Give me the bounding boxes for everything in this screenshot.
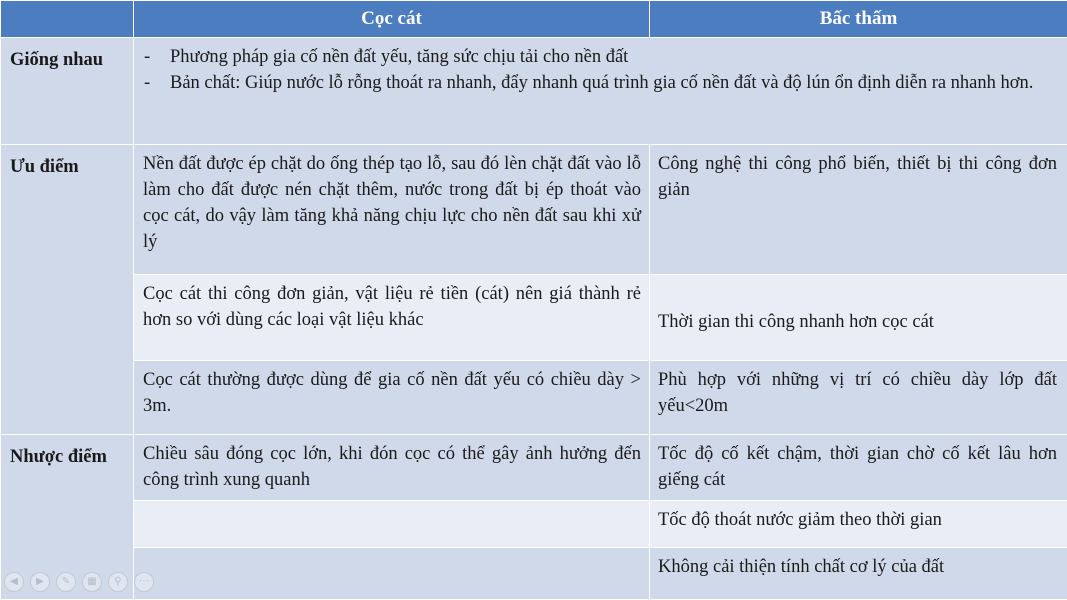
advantage-coc-cat-cell: Nền đất được ép chặt do ống thép tạo lỗ, sau đó lèn chặt đất vào lỗ làm cho đất được nén chặt thêm, nước trong đất bị ép thoát vào cọc cát, do vậy làm tăng khả năng chịu lực cho nền đất sau khi xử lý	[134, 145, 650, 275]
disadvantage-coc-cat-cell	[134, 548, 650, 600]
similarities-cell	[134, 38, 1067, 145]
disadvantage-bac-tham-cell: Tốc độ thoát nước giảm theo thời gian	[650, 501, 1067, 548]
bullet-dash: -	[144, 73, 151, 93]
similarities-row	[1, 38, 1067, 145]
advantage-coc-cat-cell: Cọc cát thi công đơn giản, vật liệu rẻ tiền (cát) nên giá thành rẻ hơn so với dùng các loại vật liệu khác	[134, 275, 650, 361]
header-bac-tham: Bấc thấm	[650, 1, 1067, 38]
disadvantage-coc-cat-cell	[134, 501, 650, 548]
advantages-row-2	[1, 275, 1067, 361]
header-corner-cell	[1, 1, 134, 38]
disadvantages-label: Nhược điểm	[1, 435, 134, 600]
header-coc-cat: Cọc cát	[134, 1, 650, 38]
zoom-icon[interactable]: ⚲	[108, 572, 128, 592]
similarities-item	[144, 44, 1055, 70]
next-icon[interactable]: ▶	[30, 572, 50, 592]
similarities-item-text: Bản chất: Giúp nước lỗ rỗng thoát ra nhanh, đẩy nhanh quá trình gia cố nền đất và độ lún ổn định diễn ra nhanh hơn.	[170, 73, 1034, 93]
similarities-label: Giống nhau	[1, 38, 134, 145]
advantage-coc-cat-cell: Cọc cát thường được dùng để gia cố nền đất yếu có chiều dày > 3m.	[134, 361, 650, 435]
disadvantage-coc-cat-cell: Chiều sâu đóng cọc lớn, khi đón cọc có thể gây ảnh hưởng đến công trình xung quanh	[134, 435, 650, 501]
similarities-list	[144, 44, 1055, 96]
pen-icon[interactable]: ✎	[56, 572, 76, 592]
disadvantages-row-1	[1, 435, 1067, 501]
disadvantage-bac-tham-cell: Không cải thiện tính chất cơ lý của đất	[650, 548, 1067, 600]
disadvantages-row-3	[1, 548, 1067, 600]
similarities-item-text: Phương pháp gia cố nền đất yếu, tăng sức chịu tải cho nền đất	[170, 47, 629, 67]
more-icon[interactable]: ⋯	[134, 572, 154, 592]
advantage-bac-tham-cell: Phù hợp với những vị trí có chiều dày lớp đất yếu<20m	[650, 361, 1067, 435]
advantage-bac-tham-cell: Thời gian thi công nhanh hơn cọc cát	[650, 275, 1067, 361]
disadvantages-row-2	[1, 501, 1067, 548]
advantages-row-1	[1, 145, 1067, 275]
bullet-dash: -	[144, 47, 151, 67]
advantages-row-3	[1, 361, 1067, 435]
slides-icon[interactable]: ▦	[82, 572, 102, 592]
advantages-label: Ưu điểm	[1, 145, 134, 435]
advantage-bac-tham-cell: Công nghệ thi công phổ biến, thiết bị thi công đơn giản	[650, 145, 1067, 275]
header-row	[1, 1, 1067, 38]
disadvantage-bac-tham-cell: Tốc độ cố kết chậm, thời gian chờ cố kết lâu hơn giếng cát	[650, 435, 1067, 501]
slide-navigation	[4, 572, 154, 592]
previous-icon[interactable]: ◀	[4, 572, 24, 592]
similarities-item	[144, 70, 1055, 96]
